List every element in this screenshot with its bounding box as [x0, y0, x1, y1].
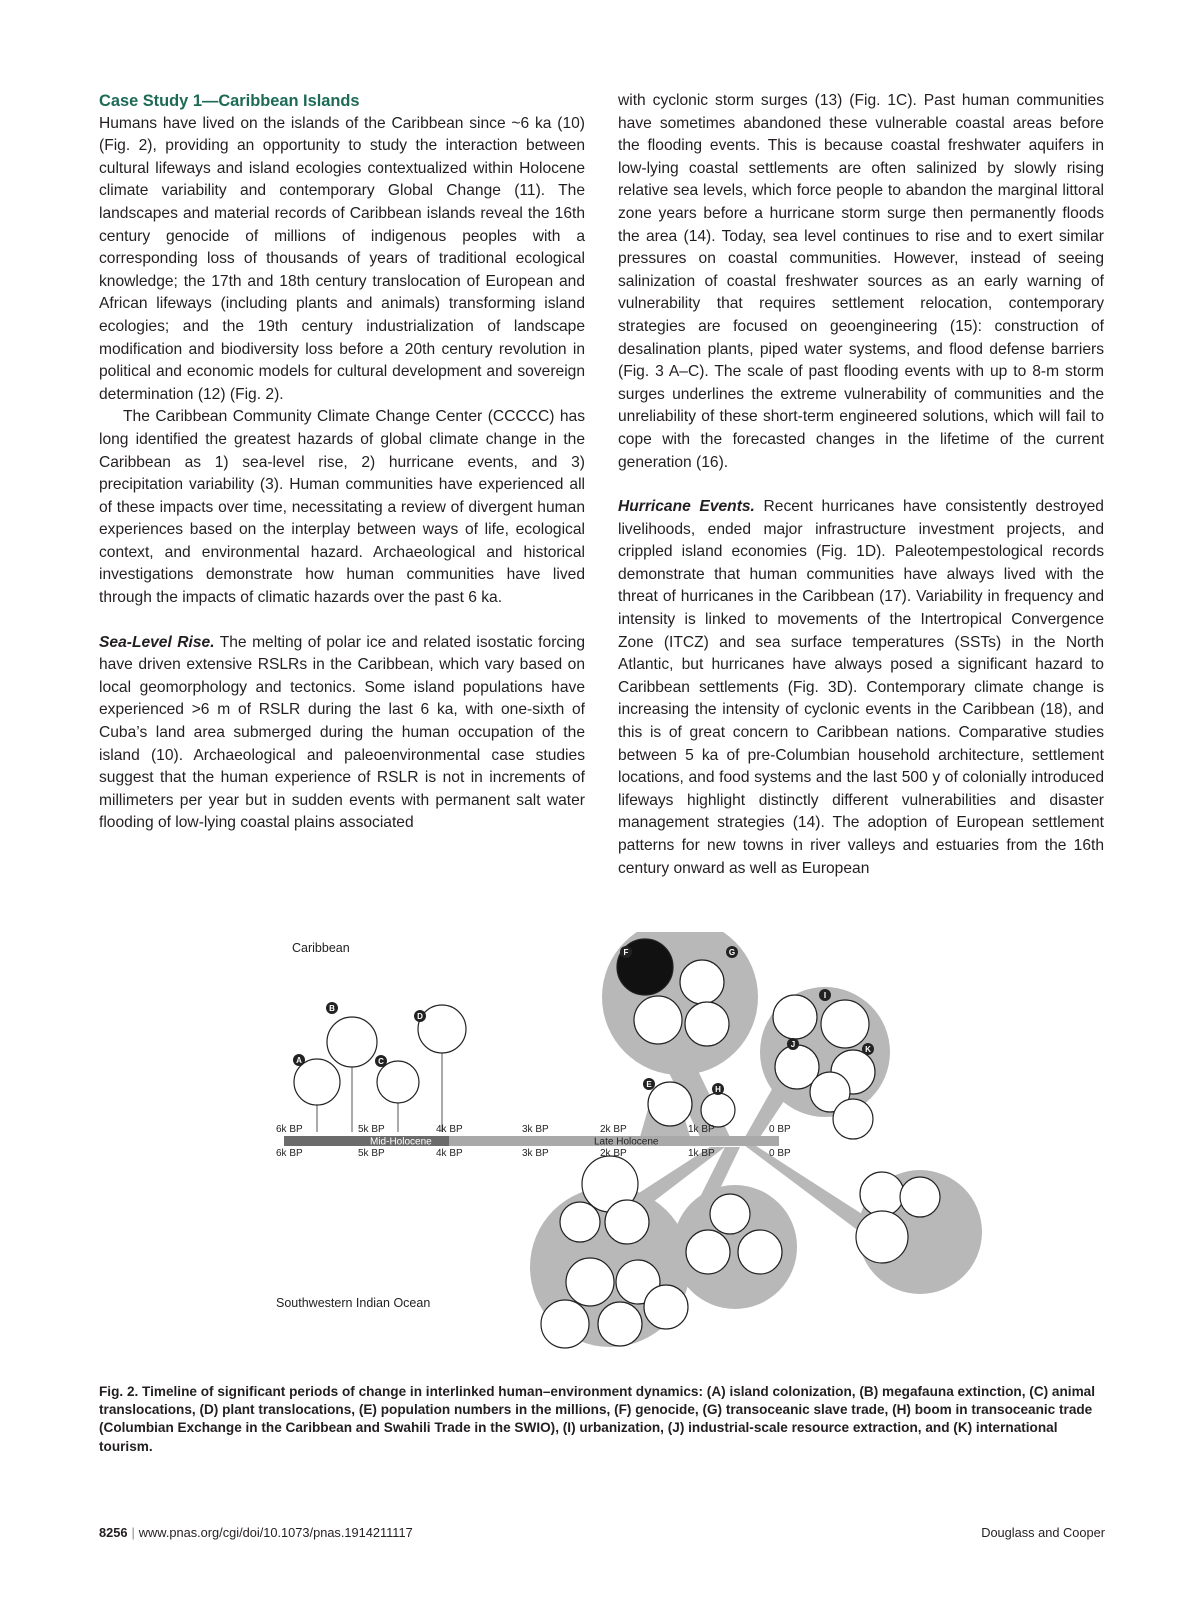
runin-heading: Hurricane Events.: [618, 498, 755, 516]
tick-3k-bottom: 3k BP: [522, 1148, 549, 1159]
paragraph-text: Recent hurricanes have consistently destroyed livelihoods, ended major infrastructure investment projects, and crippled island economies (Fig. 1D). Paleotempestological records demonstrate that human communities have always lived with the threat of hurricanes in the Caribbean (17). Variability in frequency and intensity is linked to movements of the Intertropical Convergence Zone (ITCZ) and sea surface temperatures (SSTs) in the North Atlantic, but hurricanes have always posed a significant hazard to Caribbean settlements (Fig. 3D). Contemporary climate change is increasing the intensity of cyclonic events in the Caribbean (18), and this is of great concern to Caribbean nations. Comparative studies between 5 ka of pre-Columbian household architecture, settlement locations, and food systems and the last 500 y of colonially introduced lifeways highlight distinctly different vulnerabilities and disaster management strategies (14). The adoption of European settlement patterns for new towns in river valleys and estuaries from the 16th century onward as well as European: [618, 498, 1104, 877]
badge-a: [293, 1054, 305, 1066]
paragraph: [99, 632, 585, 835]
tick-6k-bottom: 6k BP: [276, 1148, 303, 1159]
figure-2: [270, 932, 1130, 1372]
tick-2k-bottom: 2k BP: [600, 1148, 627, 1159]
tick-1k: 1k BP: [688, 1124, 715, 1135]
region-caribbean: Caribbean: [292, 941, 350, 955]
paragraph-text: The melting of polar ice and related isostatic forcing have driven extensive RSLRs in the Caribbean, which vary based on local geomorphology and tectonics. Some island populations have experienced >6 m of RSLR during the last 6 ka, with one-sixth of Cuba’s land area submerged during the human occupation of the island (10). Archaeological and paleoenvironmental case studies suggest that the human experience of RSLR is not in increments of millimeters per year but in sudden events with permanent salt water flooding of low-lying coastal plains associated: [99, 633, 585, 832]
tick-2k: 2k BP: [600, 1124, 627, 1135]
badge-k: [862, 1043, 874, 1055]
svg-text:I: I: [823, 991, 827, 1000]
tick-3k: 3k BP: [522, 1124, 549, 1135]
badge-f: [620, 946, 632, 958]
paragraph: with cyclonic storm surges (13) (Fig. 1C). Past human communities have sometimes abandoned these vulnerable coastal areas before the flooding events. This is because coastal freshwater aquifers in low-lying coastal settlements are often salinized by slowly rising relative sea levels, which force people to abandon the marginal littoral zone years before a hurricane storm surge then permanently floods the area (14). Today, sea level continues to rise and to exert similar pressures on coastal communities. However, instead of seeing salinization of coastal freshwater sources as an early warning of vulnerability that requires settlement relocation, contemporary strategies are focused on geoengineering (15): construction of desalination plants, piped water systems, and flood defense barriers (Fig. 3 A–C). The scale of past flooding events with up to 8-m storm surges underlines the extreme vulnerability of communities and the unreliability of these short-term engineered solutions, which will fail to cope with the forecasted changes in the lifetime of the current generation (16).: [618, 92, 1104, 471]
footer-authors: Douglass and Cooper: [981, 1525, 1105, 1540]
svg-text:J: J: [790, 1040, 796, 1049]
paragraph: The Caribbean Community Climate Change Center (CCCCC) has long identified the greatest hazards of global climate change in the Caribbean as 1) sea-level rise, 2) hurricane events, and 3) precipitation variability (3). Human communities have experienced all of these impacts over time, necessitating a review of divergent human experiences based on the interplay between ways of life, ecological context, and environmental hazard. Archaeological and historical investigations demonstrate how human communities have lived through the impacts of climatic hazards over the past 6 ka.: [99, 408, 585, 607]
paragraph: Humans have lived on the islands of the Caribbean since ~6 ka (10) (Fig. 2), providing an opportunity to study the interaction between cultural lifeways and island ecologies contextualized within Holocene climate variability and contemporary Global Change (11). The landscapes and material records of Caribbean islands reveal the 16th century genocide of millions of indigenous peoples with a corresponding loss of thousands of years of traditional ecological knowledge; the 17th and 18th century translocation of European and African lifeways (including plants and animals) transforming island ecologies; and the 19th century industrialization of landscape modification and biodiversity loss before a 20th century revolution in political and economic models for cultural development and sovereign determination (12) (Fig. 2).: [99, 114, 585, 403]
figure-caption: Fig. 2. Timeline of significant periods of change in interlinked human–environment dynamics: (A) island colonization, (B) megafauna extinction, (C) animal translocations, (D) plant translocations, (E) population numbers in the millions, (F) genocide, (G) transoceanic slave trade, (H) boom in transoceanic trade (Columbian Exchange in the Caribbean and Swahili Trade in the SWIO), (I) urbanization, (J) industrial-scale resource extraction, and (K) international tourism.: [99, 1384, 1096, 1454]
badge-e: [643, 1078, 655, 1090]
tick-4k-bottom: 4k BP: [436, 1148, 463, 1159]
badge-g: [726, 946, 738, 958]
tick-5k: 5k BP: [358, 1124, 385, 1135]
region-swio: Southwestern Indian Ocean: [276, 1296, 431, 1310]
paragraph: [618, 496, 1104, 880]
badge-b: [326, 1002, 338, 1014]
badge-j: [787, 1038, 799, 1050]
page-number: 8256: [99, 1525, 128, 1540]
svg-text:H: H: [715, 1085, 721, 1094]
tick-1k-bottom: 1k BP: [688, 1148, 715, 1159]
badge-i: [819, 989, 831, 1001]
runin-heading: Sea-Level Rise.: [99, 633, 215, 651]
left-column: [99, 90, 585, 835]
badge-h: [712, 1083, 724, 1095]
svg-text:A: A: [296, 1056, 302, 1065]
right-column: [618, 90, 1104, 880]
tick-4k: 4k BP: [436, 1124, 463, 1135]
tick-0-bottom: 0 BP: [769, 1148, 791, 1159]
tick-5k-bottom: 5k BP: [358, 1148, 385, 1159]
svg-text:F: F: [623, 948, 629, 957]
badge-c: [375, 1055, 387, 1067]
svg-text:C: C: [378, 1057, 384, 1066]
svg-text:D: D: [417, 1012, 423, 1021]
label-mid-holocene: Mid-Holocene: [370, 1136, 432, 1148]
doi-link[interactable]: www.pnas.org/cgi/doi/10.1073/pnas.1914211117: [138, 1525, 413, 1540]
tick-6k: 6k BP: [276, 1124, 303, 1135]
page-footer: [99, 1525, 1105, 1540]
label-late-holocene: Late Holocene: [594, 1136, 659, 1148]
timeline-diagram: [270, 932, 1130, 1372]
tick-0: 0 BP: [769, 1124, 791, 1135]
section-heading: Case Study 1—Caribbean Islands: [99, 92, 360, 110]
svg-text:B: B: [329, 1004, 335, 1013]
badge-d: [414, 1010, 426, 1022]
footer-separator: |: [131, 1525, 135, 1540]
svg-text:E: E: [646, 1080, 652, 1089]
svg-text:G: G: [728, 948, 736, 957]
svg-text:K: K: [865, 1045, 871, 1054]
